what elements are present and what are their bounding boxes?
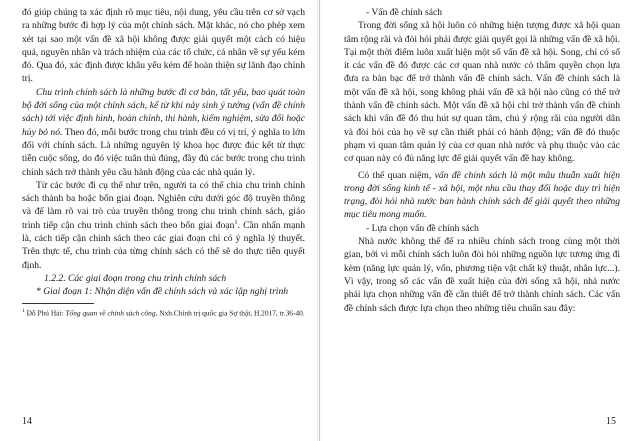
- footnote-number: 1: [22, 307, 25, 314]
- stage-1-heading: * Giai đoạn 1: Nhận diện vấn đề chính sách và xác lập nghị trình: [36, 286, 289, 298]
- footnote-publisher: , Nxb.Chính trị quốc gia Sự thật, H.2017, tr.36-40.: [155, 308, 305, 317]
- footnote-title: Tổng quan về chính sách công: [65, 308, 156, 317]
- book-gutter: [317, 0, 323, 441]
- page-number-right: 15: [606, 416, 616, 427]
- footnote-author: Đỗ Phú Hải:: [24, 308, 66, 317]
- left-paragraph-3-tail: . Cần nhấn mạnh là, cách tiếp cận chính sách theo các giai đoạn chỉ có ý nghĩa lý thuyết. Trên thực tế, chu trình của từng chính sách có thể sẽ do thực tiễn quyết định.: [22, 219, 305, 271]
- footnote-divider: [22, 303, 94, 304]
- left-paragraph-3: [22, 179, 305, 272]
- left-paragraph-1: đó giúp chúng ta xác định rõ mục tiêu, nội dung, yêu cầu trên cơ sở vạch ra những bước đi hợp lý của một chính sách. Mặt khác, nó cho phép xem xét tại sao một vấn đề xã hội không được giải quyết một cách có hiệu quả, nguyên nhân và trách nhiệm của các tổ chức, cá nhân về sự yếu kém đó. Qua đó, xác định được khâu yếu kém để hoàn thiện sự lãnh đạo chính trị.: [22, 7, 305, 85]
- right-paragraph-1: Trong đời sống xã hội luôn có những hiện tượng được xã hội quan tâm rộng rãi và đòi hỏi phải được giải quyết gọi là những vấn đề xã hội. Tại một thời điểm luôn xuất hiện một số vấn đề xã hội. Song, chỉ có số ít các vấn đề đó được các cơ quan nhà nước có thẩm quyền chọn lựa đưa ra bàn bạc để trở thành vấn đề chính sách. Vấn đề chính sách là một vấn đề xã hội, song không phải vấn đề xã hội nào cũng có thể trở thành vấn đề chính sách. Một vấn đề xã hội chỉ trở thành vấn đề chính sách khi vấn đề đó thu hút sự quan tâm, chú ý rộng rãi của người dân và đòi hỏi của họ về sự cần thiết phải có hành động; vấn đề đó thuộc phạm vi quan tâm quản lý của cơ quan nhà nước và phụ thuộc vào các cơ quan này có đủ năng lực để giải quyết vấn đề hay không.: [344, 20, 620, 165]
- right-paragraph-2: [344, 169, 620, 222]
- right-paragraph-2-lead: Có thể quan niệm,: [358, 169, 435, 181]
- policy-cycle-definition: Chu trình chính sách là những bước đi cơ bản, tất yếu, bao quát toàn bộ đời sống của một chính sách, kể từ khi nảy sinh ý tưởng (vấn đề chính sách) tới việc định hình, hoàn chỉnh, thi hành, kiểm nghiệm, sửa đổi hoặc hủy bỏ nó.: [22, 86, 305, 138]
- page-number-left: 14: [22, 416, 32, 427]
- right-page: [319, 0, 638, 441]
- footnote: [22, 306, 305, 318]
- left-paragraph-2: [22, 86, 305, 179]
- policy-issue-definition: vấn đề chính sách là một mâu thuẫn xuất hiện trong đời sống kinh tế - xã hội, một nhu cầu thay đổi hoặc duy trì hiện trạng, đòi hỏi nhà nước ban hành chính sách để giải quyết theo những mục tiêu mong muốn.: [344, 169, 620, 221]
- section-heading: 1.2.2. Các giai đoạn trong chu trình chính sách: [44, 272, 227, 284]
- left-paragraph-2-rest: Theo đó, mỗi bước trong chu trình đều có vị trí, ý nghĩa to lớn đối với chính sách. Là những nguyên lý khoa học được đúc kết từ thực tiễn cuộc sống, do đó việc tuân thủ đúng, đầy đủ các bước trong chu trình chính sách trở thành yêu cầu hành động của các nhà quản lý.: [22, 126, 305, 178]
- left-paragraph-3-text: Từ các bước đi cụ thể như trên, người ta có thể chia chu trình chính sách thành ba hoặc bốn giai đoạn. Nghiên cứu dưới góc độ truyền thông và để làm rõ vai trò của truyền thông trong chu trình chính sách, giáo trình tiếp cận chu trình chính sách theo bốn giai đoạn: [22, 179, 305, 231]
- heading-select-policy-issue: - Lựa chọn vấn đề chính sách: [366, 222, 479, 234]
- footnote-reference: 1: [234, 219, 238, 226]
- right-paragraph-3: Nhà nước không thể để ra nhiều chính sách trong cùng một thời gian, bởi vì mỗi chính sách luôn đòi hỏi những nguồn lực tương ứng đi kèm (năng lực quản lý, vốn, phương tiện vật chất kỹ thuật, nhân lực...). Vì vậy, trong số các vấn đề xuất hiện của đời sống xã hội, nhà nước phải lựa chọn những vấn đề cần thiết để trở thành chính sách. Các vấn đề chính sách được lựa chọn theo những tiêu chuẩn sau đây:: [344, 236, 620, 314]
- heading-policy-issue: - Vấn đề chính sách: [366, 7, 443, 18]
